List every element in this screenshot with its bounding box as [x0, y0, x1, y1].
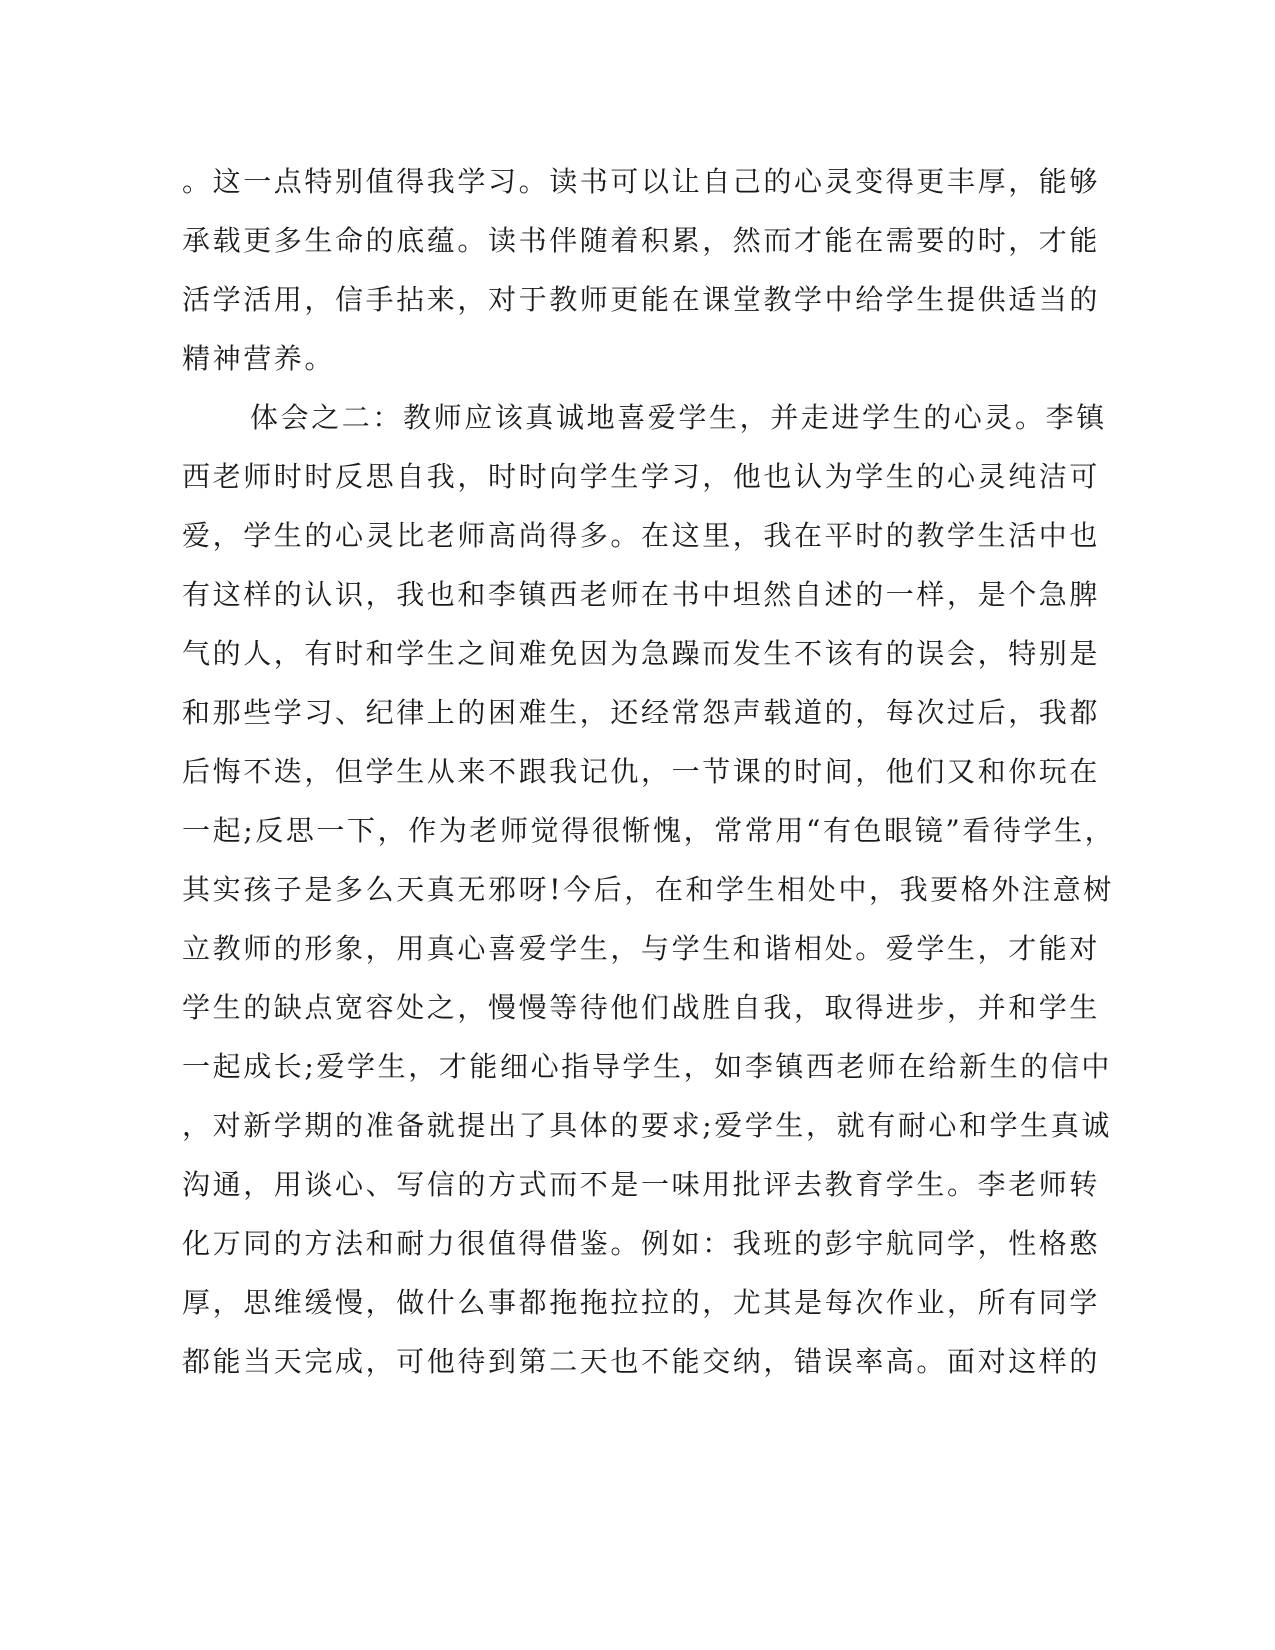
text-line: 爱，学生的心灵比老师高尚得多。在这里，我在平时的教学生活中也	[182, 519, 1101, 552]
text-line: ，对新学期的准备就提出了具体的要求;爱学生，就有耐心和学生真诚	[182, 1109, 1113, 1142]
text-line: 活学活用，信手拈来，对于教师更能在课堂教学中给学生提供适当的	[182, 283, 1101, 316]
text-line: 其实孩子是多么天真无邪呀!今后，在和学生相处中，我要格外注意树	[182, 873, 1114, 906]
text-line: 一起成长;爱学生，才能细心指导学生，如李镇西老师在给新生的信中	[182, 1050, 1113, 1083]
text-line: 有这样的认识，我也和李镇西老师在书中坦然自述的一样，是个急脾	[182, 578, 1101, 611]
text-line: 。这一点特别值得我学习。读书可以让自己的心灵变得更丰厚，能够	[182, 165, 1101, 198]
text-line: 化万同的方法和耐力很值得借鉴。例如：我班的彭宇航同学，性格憨	[182, 1227, 1101, 1260]
text-line: 沟通，用谈心、写信的方式而不是一味用批评去教育学生。李老师转	[182, 1168, 1101, 1201]
text-line: 西老师时时反思自我，时时向学生学习，他也认为学生的心灵纯洁可	[182, 460, 1101, 493]
text-line: 厚，思维缓慢，做什么事都拖拖拉拉的，尤其是每次作业，所有同学	[182, 1286, 1101, 1319]
text-line: 承载更多生命的底蕴。读书伴随着积累，然而才能在需要的时，才能	[182, 224, 1101, 257]
text-line: 气的人，有时和学生之间难免因为急躁而发生不该有的误会，特别是	[182, 637, 1101, 670]
text-line: 立教师的形象，用真心喜爱学生，与学生和谐相处。爱学生，才能对	[182, 932, 1101, 965]
paragraph-start-line: 体会之二：教师应该真诚地喜爱学生，并走进学生的心灵。李镇	[250, 401, 1107, 434]
text-line: 后悔不迭，但学生从来不跟我记仇，一节课的时间，他们又和你玩在	[182, 755, 1101, 788]
text-line: 精神营养。	[182, 342, 336, 375]
text-line: 学生的缺点宽容处之，慢慢等待他们战胜自我，取得进步，并和学生	[182, 991, 1101, 1024]
text-line: 一起;反思一下，作为老师觉得很惭愧，常常用“有色眼镜”看待学生，	[182, 814, 1116, 847]
body-text	[182, 160, 1116, 1399]
text-line: 都能当天完成，可他待到第二天也不能交纳，错误率高。面对这样的	[182, 1345, 1101, 1378]
text-line: 和那些学习、纪律上的困难生，还经常怨声载道的，每次过后，我都	[182, 696, 1101, 729]
